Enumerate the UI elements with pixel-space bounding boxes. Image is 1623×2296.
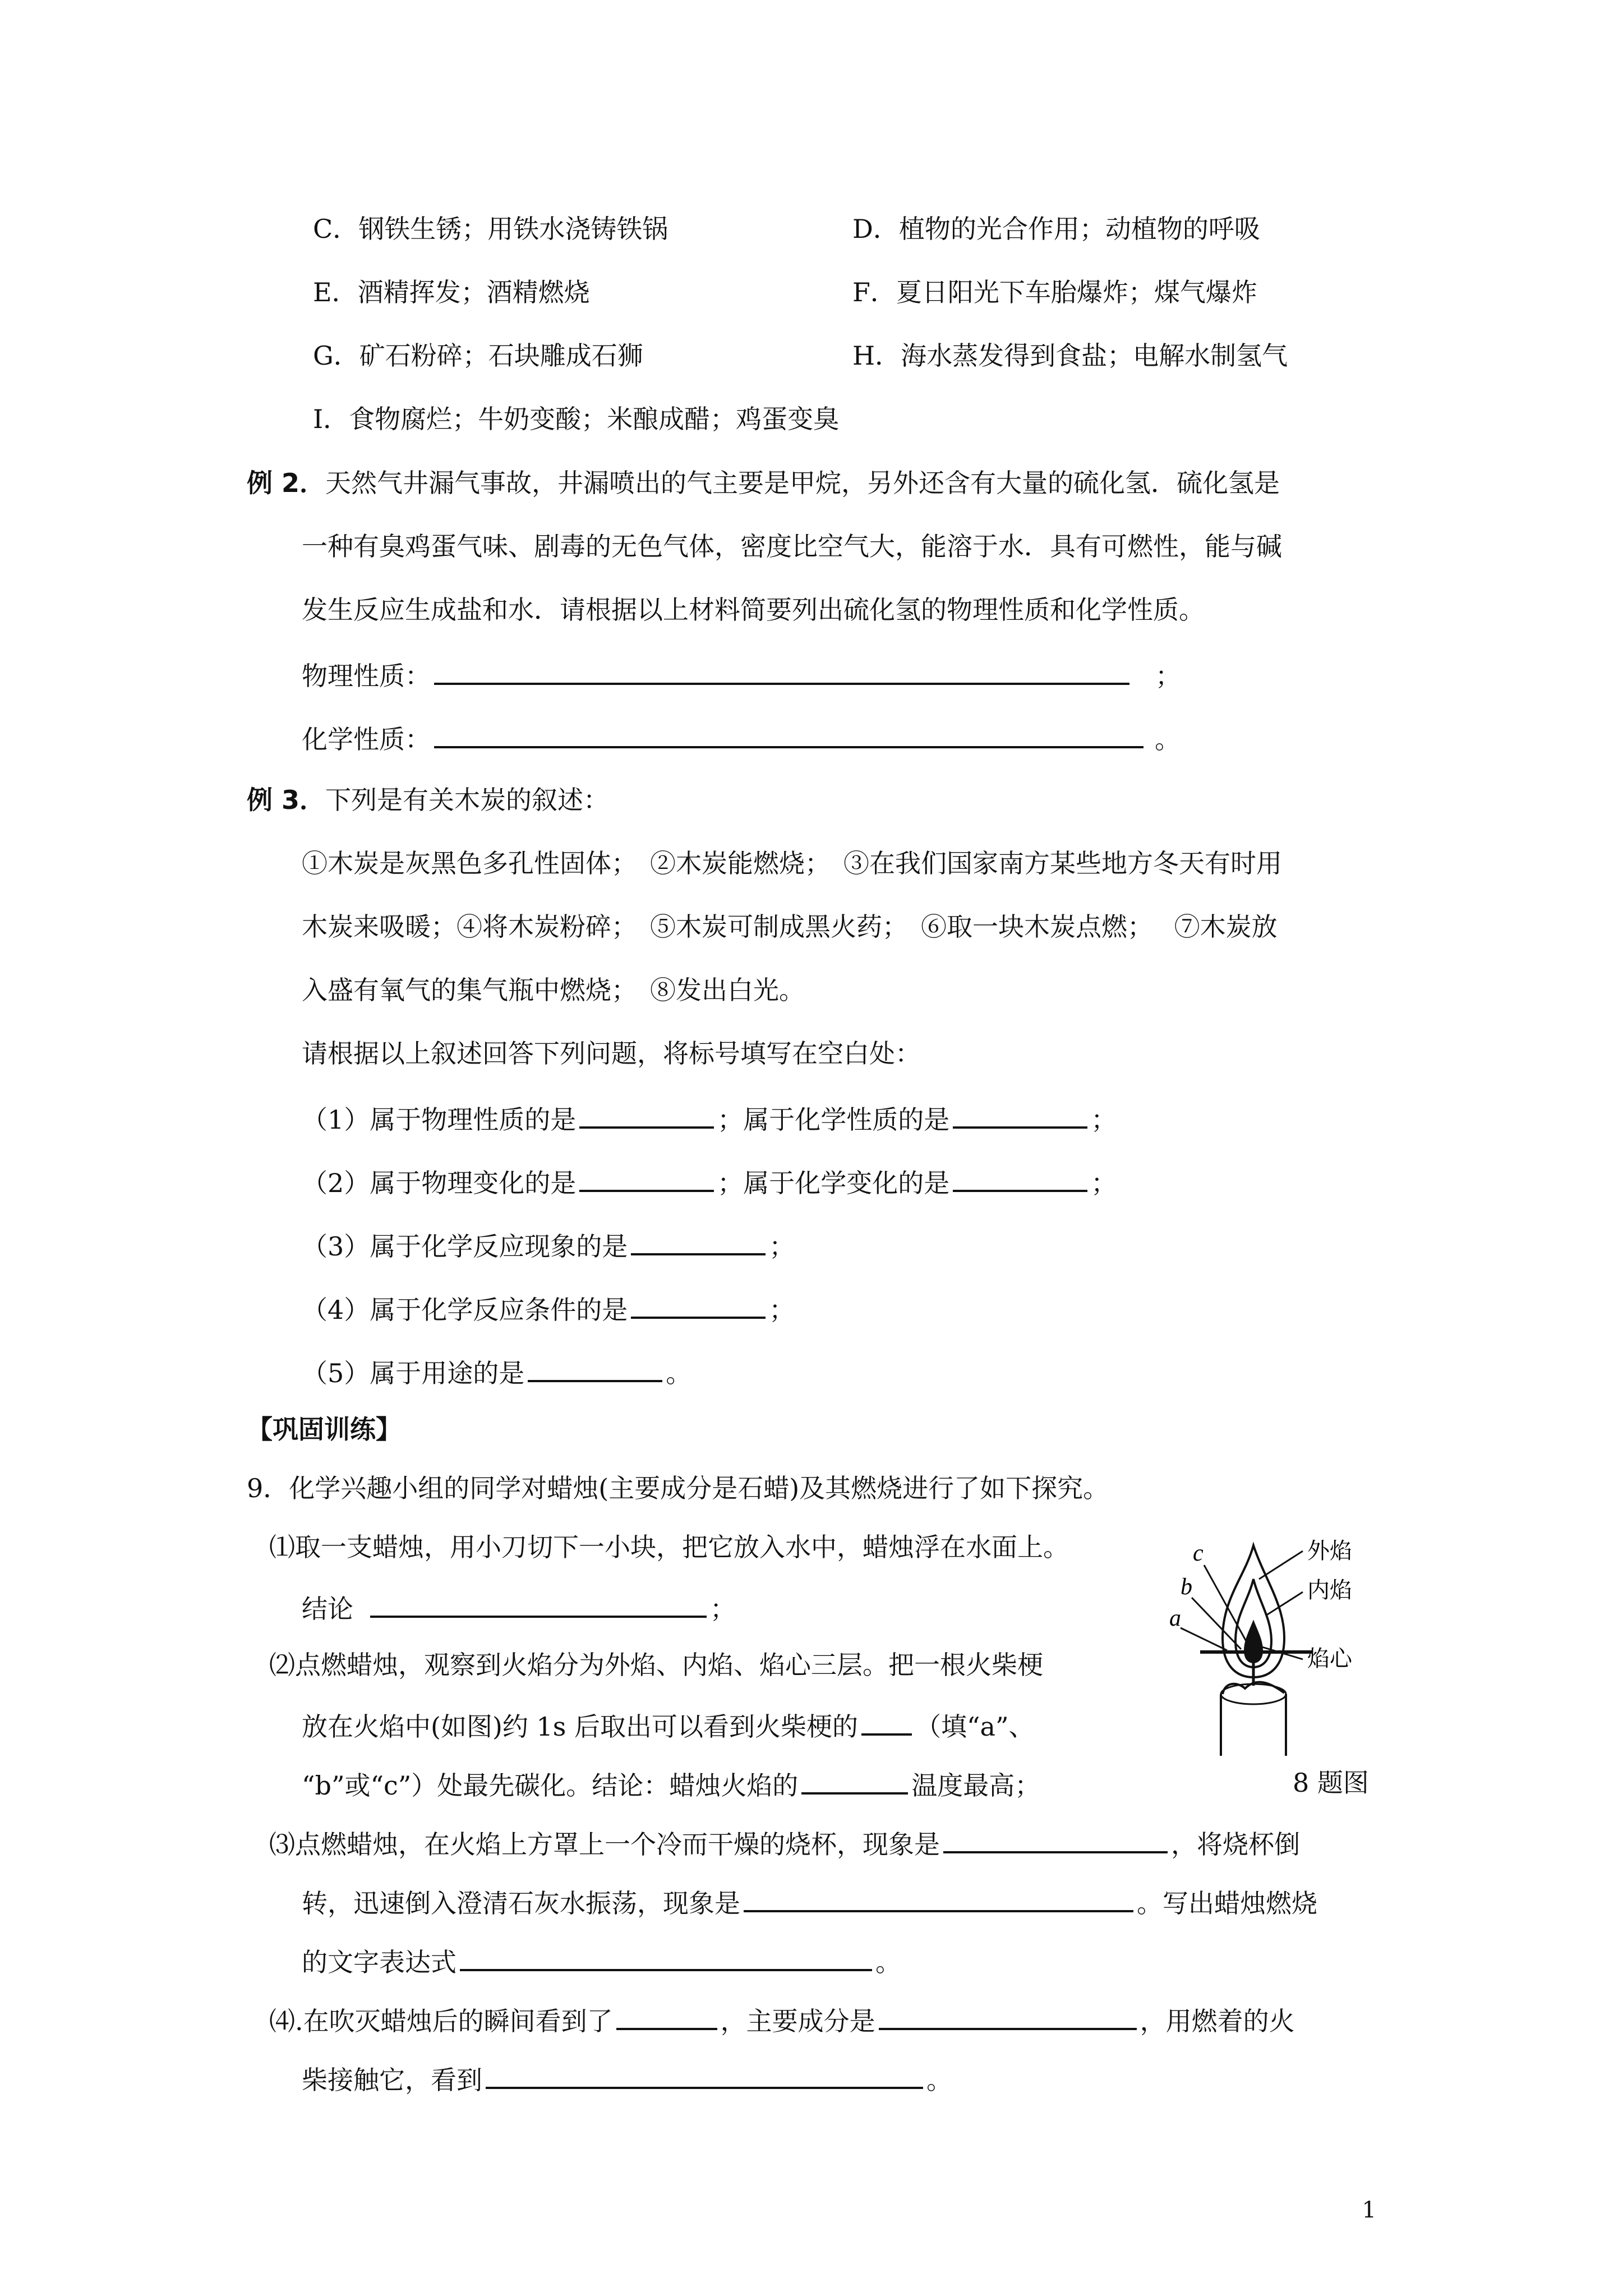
- candle-flame-figure: [1169, 1526, 1394, 1761]
- q9-part-3-line-1: [269, 1829, 1300, 1860]
- question-3-line: [302, 1231, 795, 1262]
- q1-chemical-blank[interactable]: [953, 1104, 1087, 1129]
- option-e: E．酒精挥发；酒精燃烧: [313, 277, 590, 307]
- q2-physical-blank[interactable]: [579, 1167, 714, 1192]
- q1-chemical-label: ；属于化学性质的是: [717, 1105, 950, 1135]
- p2-text-d: 温度最高；: [911, 1770, 1041, 1801]
- example-3-label: 例 3．: [247, 785, 326, 815]
- option-g: G．矿石粉碎；石块雕成石狮: [313, 341, 643, 371]
- p4-text-a: ⑷.在吹灭蜡烛后的瞬间看到了: [269, 2006, 613, 2036]
- chemical-property-label: 化学性质：: [302, 724, 431, 754]
- chemical-property-end: 。: [1155, 724, 1181, 754]
- conclusion-label: 结论: [302, 1594, 353, 1624]
- p3-text-b: ，将烧杯倒: [1171, 1829, 1300, 1860]
- option-h: H．海水蒸发得到食盐；电解水制氢气: [852, 341, 1288, 371]
- label-c: c: [1193, 1540, 1204, 1566]
- q1-end: ；: [1091, 1105, 1117, 1135]
- p3-text-c: 转，迅速倒入澄清石灰水振荡，现象是: [302, 1888, 740, 1918]
- section-title: 【巩固训练】: [247, 1414, 402, 1444]
- q2-chemical-label: ；属于化学变化的是: [717, 1168, 950, 1198]
- beaker-phenomenon-blank[interactable]: [943, 1829, 1168, 1853]
- conclusion-blank[interactable]: [370, 1593, 707, 1618]
- p3-text-a: ⑶点燃蜡烛，在火焰上方罩上一个冷而干燥的烧杯，现象是: [269, 1829, 940, 1860]
- leader-a: [1181, 1628, 1227, 1650]
- q4-blank[interactable]: [631, 1294, 766, 1319]
- p4-text-e: 。: [926, 2065, 952, 2095]
- example-3-line-1: ①木炭是灰黑色多孔性固体； ②木炭能燃烧； ③在我们国家南方某些地方冬天有时用: [302, 848, 1282, 878]
- q9-part-3-line-3: [302, 1947, 901, 1975]
- leader-outer: [1259, 1551, 1303, 1579]
- q4-label: （4）属于化学反应条件的是: [302, 1295, 628, 1325]
- q9-part-3-line-2: [302, 1888, 1317, 1916]
- q2-end: ；: [1091, 1168, 1117, 1198]
- physical-property-line: [302, 660, 1181, 689]
- question-4-line: [302, 1294, 795, 1323]
- candle-rim: [1221, 1684, 1286, 1704]
- leader-inner: [1266, 1592, 1303, 1616]
- p2-text-c: “b”或“c”）处最先碳化。结论：蜡烛火焰的: [302, 1770, 799, 1801]
- q2-chemical-blank[interactable]: [953, 1167, 1087, 1192]
- q9-part-4-line-1: [269, 2005, 1295, 2034]
- example-2-text-1: 天然气井漏气事故，井漏喷出的气主要是甲烷，另外还含有大量的硫化氢．硫化氢是: [325, 468, 1280, 498]
- limewater-phenomenon-blank[interactable]: [744, 1888, 1133, 1912]
- q5-label: （5）属于用途的是: [302, 1358, 525, 1388]
- smoke-observation-blank[interactable]: [616, 2005, 717, 2030]
- smoke-composition-blank[interactable]: [879, 2005, 1137, 2030]
- example-2-label: 例 2．: [247, 468, 326, 498]
- chemical-property-line: [302, 724, 1181, 752]
- option-i: I．食物腐烂；牛奶变酸；米酿成醋；鸡蛋变臭: [313, 404, 840, 434]
- p4-text-b: ，主要成分是: [720, 2006, 875, 2036]
- question-2-line: [302, 1167, 1117, 1196]
- physical-property-end: ；: [1155, 661, 1181, 691]
- q9-part-2-line-3: [302, 1770, 1041, 1801]
- example-2-line-2: 一种有臭鸡蛋气味、剧毒的无色气体，密度比空气大，能溶于水．具有可燃性，能与碱: [302, 531, 1282, 562]
- q5-end: 。: [666, 1358, 692, 1388]
- p2-text-a: 放在火焰中(如图)约 1s 后取出可以看到火柴梗的: [302, 1711, 859, 1742]
- label-b: b: [1181, 1574, 1192, 1600]
- conclusion-end: ；: [710, 1594, 736, 1624]
- p3-text-f: 。: [875, 1947, 901, 1977]
- p3-text-d: 。写出蜡烛燃烧: [1137, 1888, 1317, 1918]
- p2-text-b: （填“a”、: [915, 1711, 1035, 1742]
- q9-stem: 9．化学兴趣小组的同学对蜡烛(主要成分是石蜡)及其燃烧进行了如下探究。: [247, 1473, 1109, 1503]
- question-5-line: [302, 1358, 691, 1386]
- label-outer-flame: 外焰: [1307, 1538, 1352, 1564]
- example-2-line-1: [247, 470, 1280, 496]
- q9-part-2-line-1: ⑵点燃蜡烛，观察到火焰分为外焰、内焰、焰心三层。把一根火柴梗: [269, 1650, 1043, 1680]
- q9-part-1-conclusion: [302, 1593, 736, 1622]
- q5-blank[interactable]: [528, 1358, 662, 1382]
- figure-caption: 8 题图: [1293, 1768, 1369, 1798]
- relight-observation-blank[interactable]: [486, 2064, 923, 2089]
- p3-text-e: 的文字表达式: [302, 1947, 457, 1977]
- example-3-line-3: 入盛有氧气的集气瓶中燃烧； ⑧发出白光。: [302, 975, 805, 1005]
- example-3-line-2: 木炭来吸暖；④将木炭粉碎； ⑤木炭可制成黑火药； ⑥取一块木炭点燃； ⑦木炭放: [302, 912, 1278, 942]
- word-equation-blank[interactable]: [460, 1947, 872, 1971]
- q1-physical-label: （1）属于物理性质的是: [302, 1105, 577, 1135]
- question-1-line: [302, 1104, 1117, 1133]
- matchstick-position-blank[interactable]: [861, 1711, 912, 1736]
- option-d: D．植物的光合作用；动植物的呼吸: [852, 214, 1260, 244]
- option-c: C．钢铁生锈；用铁水浇铸铁锅: [313, 214, 668, 244]
- q1-physical-blank[interactable]: [579, 1104, 714, 1129]
- physical-property-blank[interactable]: [434, 660, 1129, 685]
- flame-layer-blank[interactable]: [801, 1770, 908, 1795]
- physical-property-label: 物理性质：: [302, 661, 431, 691]
- p4-text-c: ，用燃着的火: [1140, 2006, 1295, 2036]
- label-inner-flame: 内焰: [1307, 1577, 1352, 1603]
- q9-part-1: ⑴取一支蜡烛，用小刀切下一小块，把它放入水中，蜡烛浮在水面上。: [269, 1532, 1069, 1562]
- example-3-intro-text: 下列是有关木炭的叙述：: [325, 785, 610, 815]
- label-flame-core: 焰心: [1307, 1646, 1352, 1672]
- example-3-intro: [247, 787, 609, 813]
- chemical-property-blank[interactable]: [434, 724, 1144, 748]
- option-f: F．夏日阳光下车胎爆炸；煤气爆炸: [852, 277, 1257, 307]
- q9-part-4-line-2: [302, 2064, 952, 2093]
- example-3-instruction: 请根据以上叙述回答下列问题，将标号填写在空白处：: [302, 1038, 921, 1069]
- page-number: 1: [1362, 2197, 1376, 2223]
- label-a: a: [1169, 1605, 1181, 1631]
- q2-physical-label: （2）属于物理变化的是: [302, 1168, 577, 1198]
- q3-blank[interactable]: [631, 1231, 766, 1255]
- q4-end: ；: [769, 1295, 795, 1325]
- q3-end: ；: [769, 1231, 795, 1262]
- q9-part-2-line-2: [302, 1711, 1034, 1740]
- example-2-line-3: 发生反应生成盐和水．请根据以上材料简要列出硫化氢的物理性质和化学性质。: [302, 595, 1205, 625]
- q3-label: （3）属于化学反应现象的是: [302, 1231, 628, 1262]
- p4-text-d: 柴接触它，看到: [302, 2065, 482, 2095]
- leader-b: [1192, 1598, 1241, 1649]
